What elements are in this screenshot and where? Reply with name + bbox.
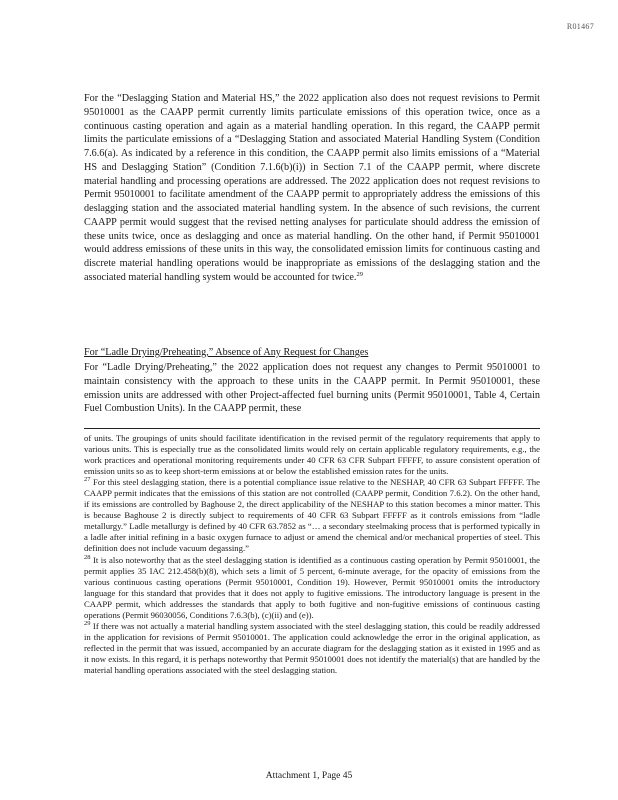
footnote-number: 29 — [84, 619, 91, 627]
footnote-text: It is also noteworthy that as the steel deslagging station is identified as a continuous casting operation by Permit 95010001, the permit applies 35 IAC 212.458(b)(8), which sets a limit of 5 percent, 6-minute average, for the opacity of emissions from the various continuous casting operations (Permit 95010001, Condition 19). However, Permit 95010001 omits the introductory language for this standard that provides that it does not apply to fugitive emissions. The introductory language is present in the CAAPP permit, which addresses the standards that apply to both fugitive and non-fugitive emissions of continuous casting operations (Permit 96030056, Conditions 7.6.3(b), (c)(ii) and (e)). — [84, 554, 540, 620]
footnote-29 — [84, 621, 540, 676]
footnotes-section — [84, 433, 540, 676]
footnote-text: of units. The groupings of units should facilitate identification in the revised permit of the regulatory requirements that apply to various units. This is especially true as the consolidated limits would rely on certain applicable regulatory requirements, e.g., the work practices and operational monitoring requirements under 40 CFR 63 CFR Subpart FFFFF, to assure consistent operation of emission units so as to keep short-term emissions at or below the established emission rates for the units. — [84, 433, 540, 477]
footnote-separator — [84, 428, 540, 429]
footnote-reference[interactable]: 29 — [356, 270, 363, 278]
paragraph-text: For the “Deslagging Station and Material HS,” the 2022 application also does not request revisions to Permit 95010001 as the CAAPP permit currently limits particulate emissions of this operation twice, once as a continuous casting operation and again as a material handling operation. In this regard, the CAAPP permit limits the particulate emissions of a “Deslagging Station and associated Material Handling System (Condition 7.6.6(a). As indicated by a reference in this condition, the CAAPP permit also limits emissions of a “Material HS and Deslagging Station” (Condition 7.1.6(b)(i)) in Section 7.1 of the CAAPP permit, where discrete material handling and processing operations are addressed. The 2022 application does not request revisions to Permit 95010001 to facilitate amendment of the CAAPP permit to appropriately address the emissions of this deslagging station and the associated material handling system. In the absence of such revisions, the current CAAPP permit would suggest that the revised netting analyses for particulate should address the emission of these units twice, once as deslagging and once as material handling. On the other hand, if Permit 95010001 would address emissions of these units in this way, the consolidated emission limits for continuous casting and discrete material handling operations would be inappropriate as emissions of the deslagging station and the associated material handling system would be accounted for twice. — [84, 93, 540, 283]
ladle-drying-paragraph: For “Ladle Drying/Preheating,” the 2022 application does not request any changes to Permit 95010001 to maintain consistency with the approach to these units in the CAAPP permit. In Permit 95010001, these emission units are addressed with other Project-affected fuel burning units (Permit 95010001, Table 4, Certain Fuel Combustion Units). In the CAAPP permit, these — [84, 362, 540, 415]
section-heading-ladle-drying: For “Ladle Drying/Preheating,” Absence of Any Request for Changes — [84, 347, 369, 358]
footnote-number: 28 — [84, 553, 91, 561]
page-footer: Attachment 1, Page 45 — [265, 771, 353, 781]
footnote-text: If there was not actually a material handling system associated with the steel deslagging station, this could be readily addressed in the application for revisions of Permit 95010001. The application could acknowledge the error in the original application, as reflected in the permit that was issued, accompanied by an accurate diagram for the deslagging station as it existed in 1995 and as it now exists. In this regard, it is perhaps noteworthy that Permit 95010001 does not identify the material(s) that are handled by the material handling operations associated with the steel deslagging station. — [84, 620, 541, 675]
bates-number: R01467 — [566, 22, 594, 31]
footnote-text: For this steel deslagging station, there is a potential compliance issue relative to the NESHAP, 40 CFR 63 Subpart FFFFF. The CAAPP permit indicates that the emissions of this station are not controlled (CAAPP permit, Condition 7.6.2). On the other hand, if its emissions are controlled by Baghouse 2, the direct applicability of the NESHAP to this station becomes a minor matter. This is because Baghouse 2 is directly subject to requirements of 40 CFR 63 Subpart FFFFF as it controls emissions from “ladle metallurgy.” Ladle metallurgy is defined by 40 CFR 63.7852 as “… a secondary steelmaking process that is performed typically in a ladle after initial refining in a basic oxygen furnace to adjust or amend the chemical and/or mechanical properties of steel. This definition does not include vacuum degassing.” — [84, 477, 541, 554]
footnote-28 — [84, 555, 540, 621]
footnote-continuation — [84, 433, 540, 477]
deslagging-station-paragraph — [84, 92, 540, 285]
footnote-27 — [84, 477, 540, 554]
footnote-number: 27 — [84, 476, 91, 484]
